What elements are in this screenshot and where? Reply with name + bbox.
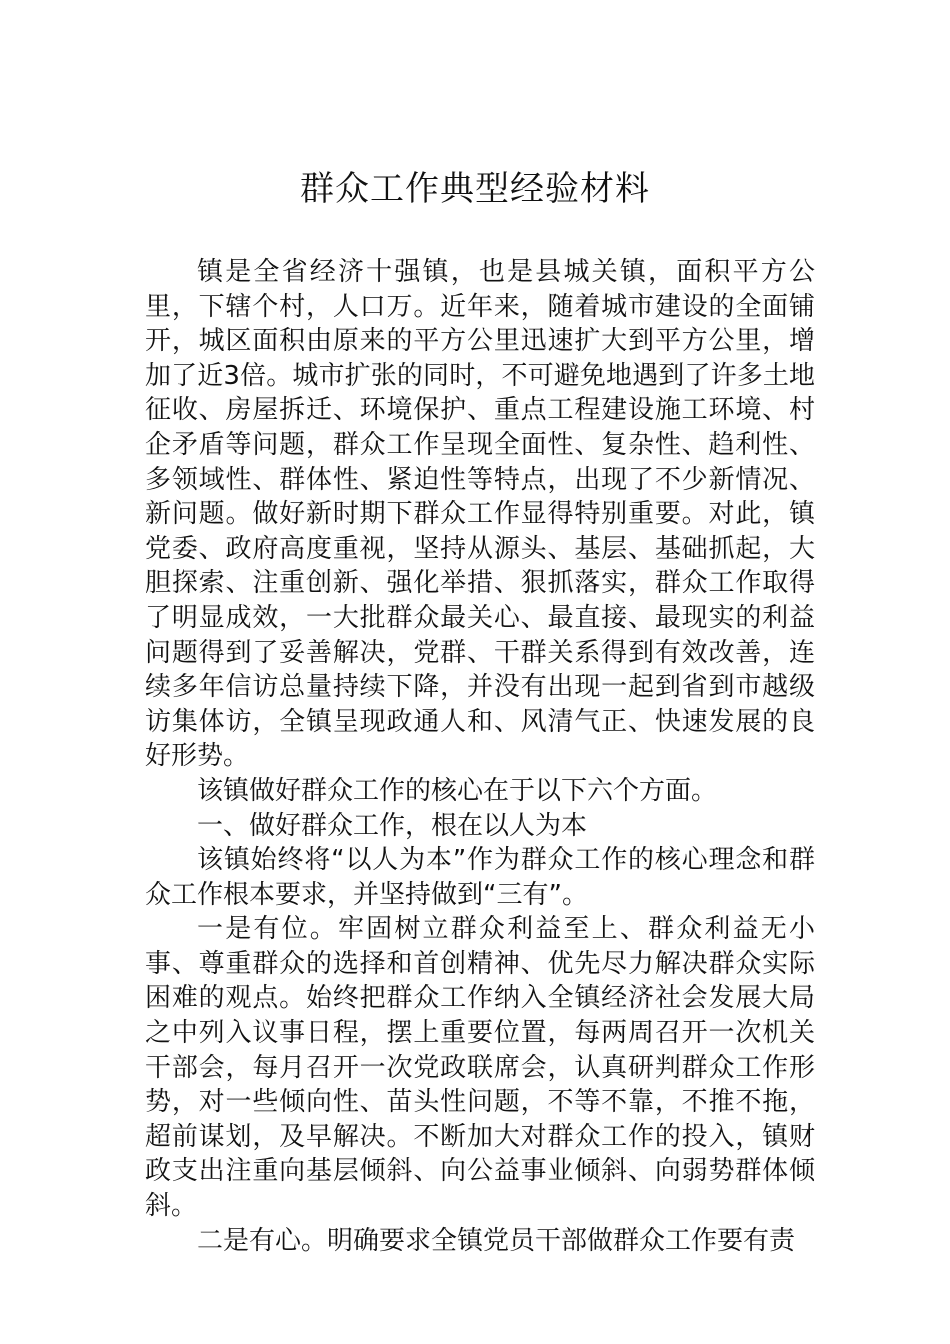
paragraph-summary: 该镇做好群众工作的核心在于以下六个方面。 (197, 775, 718, 806)
paragraph-you-wei: 一是有位。牢固树立群众利益至上、群众利益无小事、尊重群众的选择和首创精神、优先尽力解决群众实际困难的观点。始终把群众工作纳入全镇经济社会发展大局之中列入议事日程，摆上重要位置，每两周召开一次机关干部会，每月召开一次党政联席会，认真研判群众工作形势，对一些倾向性、苗头性问题，不等不靠，不推不拖，超前谋划，及早解决。不断加大对群众工作的投入，镇财政支出注重向基层倾斜、向公益事业倾斜、向弱势群体倾斜。 (145, 914, 815, 1222)
paragraph-section-1-intro: 该镇始终将“以人为本”作为群众工作的核心理念和群众工作根本要求，并坚持做到“三有”。 (145, 845, 815, 910)
document-title: 群众工作典型经验材料 (300, 169, 650, 209)
paragraph-you-xin: 二是有心。明确要求全镇党员干部做群众工作要有责 (197, 1225, 796, 1256)
document-body (145, 255, 815, 1258)
section-heading-1: 一、做好群众工作，根在以人为本 (197, 810, 588, 841)
paragraph-intro: 镇是全省经济十强镇，也是县城关镇，面积平方公里，下辖个村，人口万。近年来，随着城市建设的全面铺开，城区面积由原来的平方公里迅速扩大到平方公里，增加了近3倍。城市扩张的同时，不可避免地遇到了许多土地征收、房屋拆迁、环境保护、重点工程建设施工环境、村企矛盾等问题，群众工作呈现全面性、复杂性、趋利性、多领域性、群体性、紧迫性等特点，出现了不少新情况、新问题。做好新时期下群众工作显得特别重要。对此，镇党委、政府高度重视，坚持从源头、基层、基础抓起，大胆探索、注重创新、强化举措、狠抓落实，群众工作取得了明显成效，一大批群众最关心、最直接、最现实的利益问题得到了妥善解决，党群、干群关系得到有效改善，连续多年信访总量持续下降，并没有出现一起到省到市越级访集体访，全镇呈现政通人和、风清气正、快速发展的良好形势。 (145, 257, 815, 772)
